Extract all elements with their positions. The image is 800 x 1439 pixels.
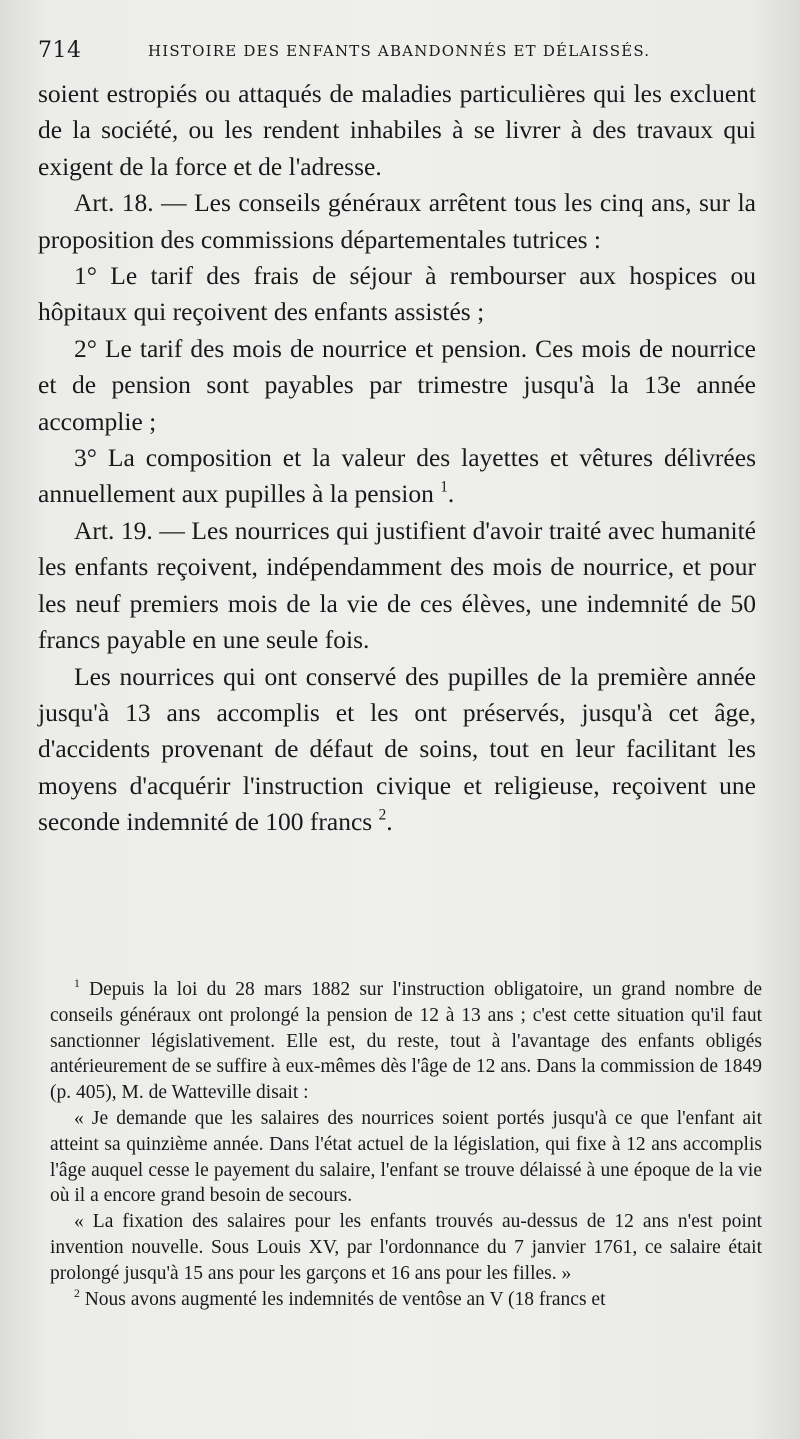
- paragraph-indemnity-end: .: [386, 807, 393, 837]
- list-item-2: 2° Le tarif des mois de nourrice et pension. Ces mois de nourrice et de pension sont payables par trimestre jusqu'à la 13e année accomplie ;: [38, 333, 756, 436]
- article-18: Art. 18. — Les conseils généraux arrêtent tous les cinq ans, sur la proposition des commissions départementales tutrices :: [38, 188, 756, 254]
- running-title: HISTOIRE DES ENFANTS ABANDONNÉS ET DÉLAISSÉS.: [148, 42, 651, 60]
- list-item-3-text: 3° La composition et la valeur des layettes et vêtures délivrées annuellement aux pupilles à la pension: [38, 443, 756, 509]
- footnote-1-text: Depuis la loi du 28 mars 1882 sur l'instruction obligatoire, un grand nombre de conseils généraux ont prolongé la pension de 12 à 13 ans ; c'est cette situation qu'il faut sanctionner législativement. Elle est, du reste, tout à l'avantage des enfants obligés antérieurement de se suffire à eux-mêmes dès l'âge de 12 ans. Dans la commission de 1849 (p. 405), M. de Watteville disait :: [50, 979, 763, 1104]
- article-19: Art. 19. — Les nourrices qui justifient d'avoir traité avec humanité les enfants reçoivent, indépendamment des mois de nourrice, et pour les neuf premiers mois de la vie de ces élèves, une indemnité de 50 francs payable en une seule fois.: [38, 515, 756, 655]
- footnote-1: [50, 977, 762, 1106]
- footnotes: [50, 977, 762, 1312]
- footnote-2-mark: 2: [74, 1286, 80, 1300]
- footnote-ref-1: 1: [440, 478, 448, 496]
- footnote-quote-2: « La fixation des salaires pour les enfants trouvés au-dessus de 12 ans n'est point invention nouvelle. Sous Louis XV, par l'ordonnance du 7 janvier 1761, ce salaire était prolongé jusqu'à 15 ans pour les garçons et 16 ans pour les filles. »: [50, 1211, 762, 1284]
- footnote-2: [50, 1287, 762, 1313]
- list-item-3: [38, 440, 756, 513]
- list-item-3-end: .: [447, 479, 455, 509]
- paragraph-continuation: soient estropiés ou attaqués de maladies particulières qui les excluent de la société, ou les rendent inhabiles à se livrer à des travaux qui exigent de la force et de l'adresse.: [38, 79, 756, 181]
- footnote-1-mark: 1: [74, 976, 80, 990]
- main-text: [38, 76, 756, 841]
- footnote-2-text: Nous avons augmenté les indemnités de ventôse an V (18 francs et: [84, 1288, 606, 1310]
- footnote-ref-2: 2: [378, 806, 387, 824]
- page-header: [38, 38, 758, 72]
- footnote-quote-1: « Je demande que les salaires des nourrices soient portés jusqu'à ce que l'enfant ait atteint sa quinzième année. Dans l'état actuel de la législation, qui fixe à 12 ans accomplis l'âge auquel cesse le payement du salaire, l'enfant se trouve délaissé à une époque de la vie où il a encore grand besoin de secours.: [50, 1107, 762, 1207]
- paragraph-indemnity: [38, 659, 756, 841]
- page-number: 714: [38, 38, 82, 63]
- list-item-1: 1° Le tarif des frais de séjour à rembourser aux hospices ou hôpitaux qui reçoivent des enfants assistés ;: [38, 261, 756, 327]
- paragraph-indemnity-text: Les nourrices qui ont conservé des pupilles de la première année jusqu'à 13 ans accomplis et les ont préservés, jusqu'à cet âge, d'accidents provenant de défaut de soins, tout en leur facilitant les moyens d'acquérir l'instruction civique et religieuse, reçoivent une seconde indemnité de 100 francs: [38, 661, 756, 837]
